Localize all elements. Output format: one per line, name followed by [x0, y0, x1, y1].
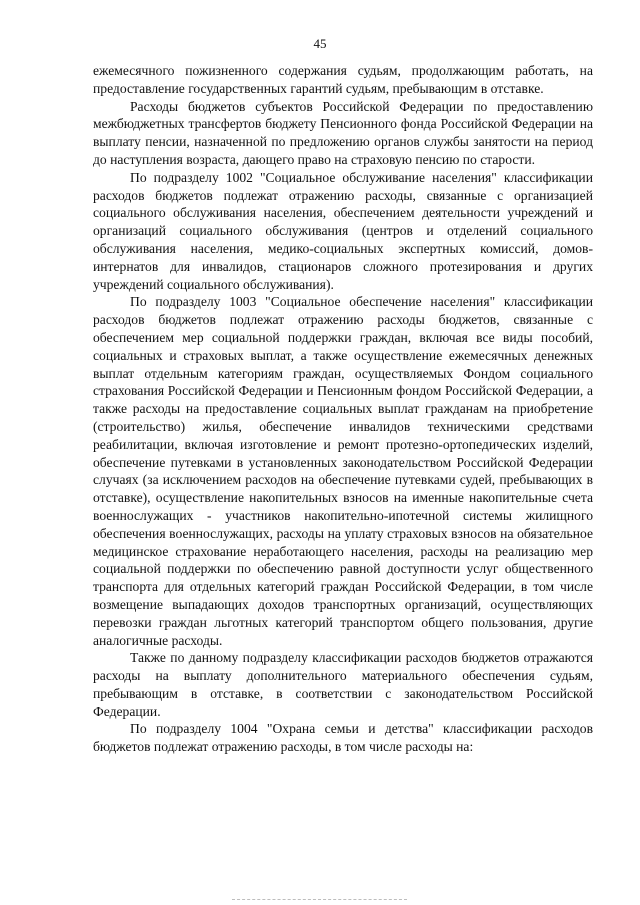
document-body	[93, 62, 593, 756]
page-number: 45	[313, 36, 327, 51]
paragraph-subsection-1002: По подразделу 1002 "Социальное обслуживание населения" классификации расходов бюджетов подлежат отражению расходы, связанные с организацией социального обслуживания населения, обеспечением деятельности учреждений и организаций социального обслуживания (центров и отделений социального обслуживания населения, медико-социальных экспертных комиссий, домов-интернатов для инвалидов, стационаров сложного протезирования и других учреждений социального обслуживания).	[93, 169, 593, 292]
scan-artifact-line	[232, 899, 407, 900]
paragraph-subsection-1003: По подразделу 1003 "Социальное обеспечение населения" классификации расходов бюджетов подлежат отражению расходы бюджетов, связанные с обеспечением мер социальной поддержки граждан, включая все виды пособий, социальных и страховых выплат, а также осуществление ежемесячных денежных выплат отдельным категориям граждан, осуществляемых Фондом социального страхования Российской Федерации и Пенсионным фондом Российской Федерации, а также расходы на предоставление социальных выплат гражданам на приобретение (строительство) жилья, обеспечение инвалидов техническими средствами реабилитации, включая изготовление и ремонт протезно-ортопедических изделий, обеспечение путевками в установленных законодательством Российской Федерации случаях (за исключением расходов на обеспечение путевками судей, пребывающих в отставке), осуществление накопительных взносов на именные накопительные счета военнослужащих - участников накопительно-ипотечной системы жилищного обеспечения военнослужащих, расходы на уплату страховых взносов на обязательное медицинское страхование неработающего населения, расходы на реализацию мер социальной поддержки по обеспечению равной доступности услуг общественного транспорта для отдельных категорий граждан Российской Федерации, в том числе возмещение выпадающих доходов транспортных организаций, осуществляющих перевозки граждан льготных категорий транспортом общего пользования, другие аналогичные расходы.	[93, 294, 593, 648]
paragraph-pension-transfers: Расходы бюджетов субъектов Российской Федерации по предоставлению межбюджетных трансфертов бюджету Пенсионного фонда Российской Федерации на выплату пенсии, назначенной по предложению органов службы занятости на период до наступления возраста, дающего право на страховую пенсию по старости.	[93, 98, 593, 167]
paragraph-subsection-1004: По подразделу 1004 "Охрана семьи и детства" классификации расходов бюджетов подлежат отражению расходы, в том числе расходы на:	[93, 721, 593, 755]
paragraph-continuation: ежемесячного пожизненного содержания судьям, продолжающим работать, на предоставление государственных гарантий судьям, пребывающим в отставке.	[93, 63, 593, 96]
paragraph-retired-judges: Также по данному подразделу классификации расходов бюджетов отражаются расходы на выплату дополнительного материального обеспечения судьям, пребывающим в отставке, в соответствии с законодательством Российской Федерации.	[93, 650, 593, 719]
